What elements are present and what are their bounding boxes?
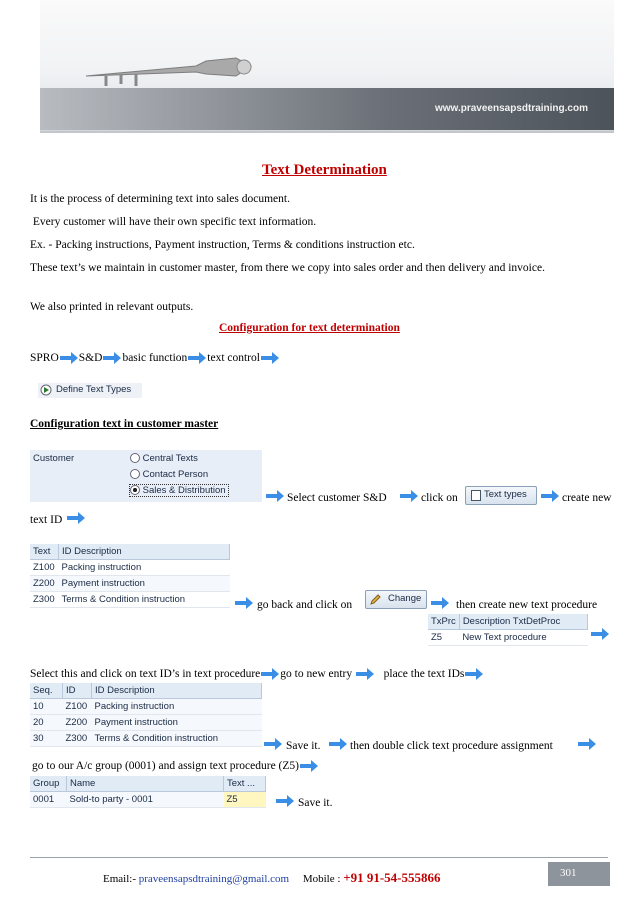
- step2-go-back: go back and click on: [257, 599, 353, 611]
- key-icon: [76, 36, 276, 96]
- paragraph: It is the process of determining text into sales document.: [30, 193, 290, 205]
- table-row[interactable]: [30, 576, 230, 592]
- table-row[interactable]: [30, 699, 262, 715]
- step1-select: Select customer S&D: [287, 492, 387, 504]
- arrow-right-icon: [355, 668, 375, 680]
- table-header: [30, 683, 262, 699]
- column-header: Group: [30, 776, 67, 792]
- cell: Terms & Condition instruction: [59, 592, 230, 608]
- radio-selected-icon: [130, 485, 140, 495]
- cell: 0001: [30, 792, 67, 808]
- text-procedure-table: [428, 614, 588, 646]
- radio-circle-icon: [130, 453, 140, 463]
- header-banner: [40, 0, 614, 133]
- arrow-right-icon: [275, 795, 295, 807]
- account-group-table: [30, 776, 266, 808]
- cell: Z300: [63, 731, 92, 747]
- step3-new-entry: go to new entry: [280, 668, 353, 680]
- cell: Packing instruction: [92, 699, 262, 715]
- page-number: 301: [560, 867, 577, 879]
- column-header: Seq.: [30, 683, 63, 699]
- cell: New Text procedure: [459, 630, 587, 646]
- table-row[interactable]: [30, 715, 262, 731]
- email-link[interactable]: praveensapsdtraining@gmail.com: [138, 873, 290, 885]
- change-label: Change: [388, 593, 422, 604]
- cell: 30: [30, 731, 63, 747]
- text-types-label: Text types: [484, 489, 527, 500]
- text-types-button[interactable]: [465, 486, 537, 505]
- cell: Z200: [63, 715, 92, 731]
- radio-label: Contact Person: [142, 469, 209, 480]
- column-header: ID: [63, 683, 92, 699]
- step1-create-new: create new: [562, 492, 612, 504]
- arrow-right-icon: [66, 512, 86, 524]
- footer-contact: [103, 870, 441, 886]
- arrow-right-icon: [59, 352, 79, 364]
- pencil-icon: [370, 594, 381, 605]
- arrow-right-icon: [265, 490, 285, 502]
- step1-text-id: text ID: [30, 514, 63, 526]
- step4-then-double: then double click text procedure assignment: [350, 740, 553, 752]
- cell: Terms & Condition instruction: [92, 731, 262, 747]
- arrow-right-icon: [399, 490, 419, 502]
- column-header: ID Description: [59, 544, 230, 560]
- radio-label: Central Texts: [142, 453, 198, 464]
- cell: Z200: [30, 576, 59, 592]
- step3-line: [30, 668, 484, 680]
- table-row[interactable]: [30, 560, 230, 576]
- path-basic-function: basic function: [122, 352, 188, 364]
- mobile-label: Mobile :: [302, 873, 344, 885]
- arrow-right-icon: [328, 738, 348, 750]
- cell: Sold-to party - 0001: [67, 792, 224, 808]
- path-text-control: text control: [207, 352, 260, 364]
- step3-select-this: Select this and click on text ID’s in text procedure: [30, 668, 261, 680]
- table-row[interactable]: [30, 731, 262, 747]
- text-id-table: [30, 544, 230, 608]
- footer-divider: [30, 857, 608, 858]
- arrow-right-icon: [299, 760, 319, 772]
- radio-label: Sales & Distribution: [142, 485, 226, 496]
- config-customer-heading: Configuration text in customer master: [30, 418, 219, 430]
- text-id-sequence-table: [30, 683, 262, 747]
- execute-icon: [40, 384, 52, 396]
- customer-label: Customer: [33, 453, 75, 464]
- paragraph: We also printed in relevant outputs.: [30, 301, 194, 313]
- arrow-right-icon: [590, 628, 610, 640]
- step3-place: place the text IDs: [383, 668, 465, 680]
- step5-goto-text: go to our A/c group (0001) and assign text procedure (Z5): [32, 760, 299, 772]
- radio-central-texts[interactable]: [130, 453, 198, 464]
- arrow-right-icon: [263, 738, 283, 750]
- path-sd: S&D: [78, 352, 103, 364]
- table-header: [30, 544, 230, 560]
- step5-goto: [32, 760, 319, 772]
- path-line: [30, 352, 280, 364]
- cell: Z100: [30, 560, 59, 576]
- arrow-right-icon: [430, 597, 450, 609]
- cell: Payment instruction: [92, 715, 262, 731]
- table-header: [428, 614, 588, 630]
- arrow-right-icon: [260, 352, 280, 364]
- column-header: TxPrc: [428, 614, 459, 630]
- cell: Z300: [30, 592, 59, 608]
- arrow-right-icon: [187, 352, 207, 364]
- paragraph: Every customer will have their own specific text information.: [30, 216, 317, 228]
- page-title: Text Determination: [262, 162, 387, 178]
- cell: 10: [30, 699, 63, 715]
- page-number-box: [548, 862, 610, 886]
- arrow-right-icon: [577, 738, 597, 750]
- radio-circle-icon: [130, 469, 140, 479]
- column-header: Text: [30, 544, 59, 560]
- email-label: Email:-: [103, 873, 139, 885]
- table-row[interactable]: [428, 630, 588, 646]
- column-header: Name: [67, 776, 224, 792]
- customer-text-panel: [30, 450, 262, 502]
- cell: Z100: [63, 699, 92, 715]
- arrow-right-icon: [464, 668, 484, 680]
- step2-then-create: then create new text procedure: [456, 599, 598, 611]
- table-row[interactable]: [30, 592, 230, 608]
- document-icon: [471, 490, 481, 501]
- arrow-right-icon: [234, 597, 254, 609]
- paragraph: Ex. - Packing instructions, Payment instruction, Terms & conditions instruction etc.: [30, 239, 415, 251]
- mobile-number: +91 91-54-555866: [343, 870, 441, 885]
- table-row[interactable]: [30, 792, 266, 808]
- paragraph: These text’s we maintain in customer master, from there we copy into sales order and then delivery and invoice.: [30, 262, 545, 274]
- path-spro: SPRO: [30, 352, 59, 364]
- change-button[interactable]: [365, 590, 427, 609]
- radio-sales-distribution[interactable]: [130, 485, 228, 496]
- column-header: Text ...: [224, 776, 266, 792]
- text-procedure-cell[interactable]: Z5: [224, 792, 266, 808]
- step1-click-on: click on: [421, 492, 458, 504]
- step6-save: Save it.: [298, 797, 333, 809]
- define-text-types-item[interactable]: [38, 383, 142, 398]
- cell: Z5: [428, 630, 459, 646]
- banner-url: www.praveensapsdtraining.com: [434, 103, 588, 114]
- table-header: [30, 776, 266, 792]
- arrow-right-icon: [260, 668, 280, 680]
- cell: Packing instruction: [59, 560, 230, 576]
- radio-contact-person[interactable]: [130, 469, 208, 480]
- config-heading: Configuration for text determination: [219, 322, 400, 334]
- cell: Payment instruction: [59, 576, 230, 592]
- column-header: Description TxtDetProc: [459, 614, 587, 630]
- arrow-right-icon: [102, 352, 122, 364]
- arrow-right-icon: [540, 490, 560, 502]
- define-text-types-label: Define Text Types: [56, 384, 132, 395]
- step4-save: Save it.: [286, 740, 321, 752]
- cell: 20: [30, 715, 63, 731]
- column-header: ID Description: [92, 683, 262, 699]
